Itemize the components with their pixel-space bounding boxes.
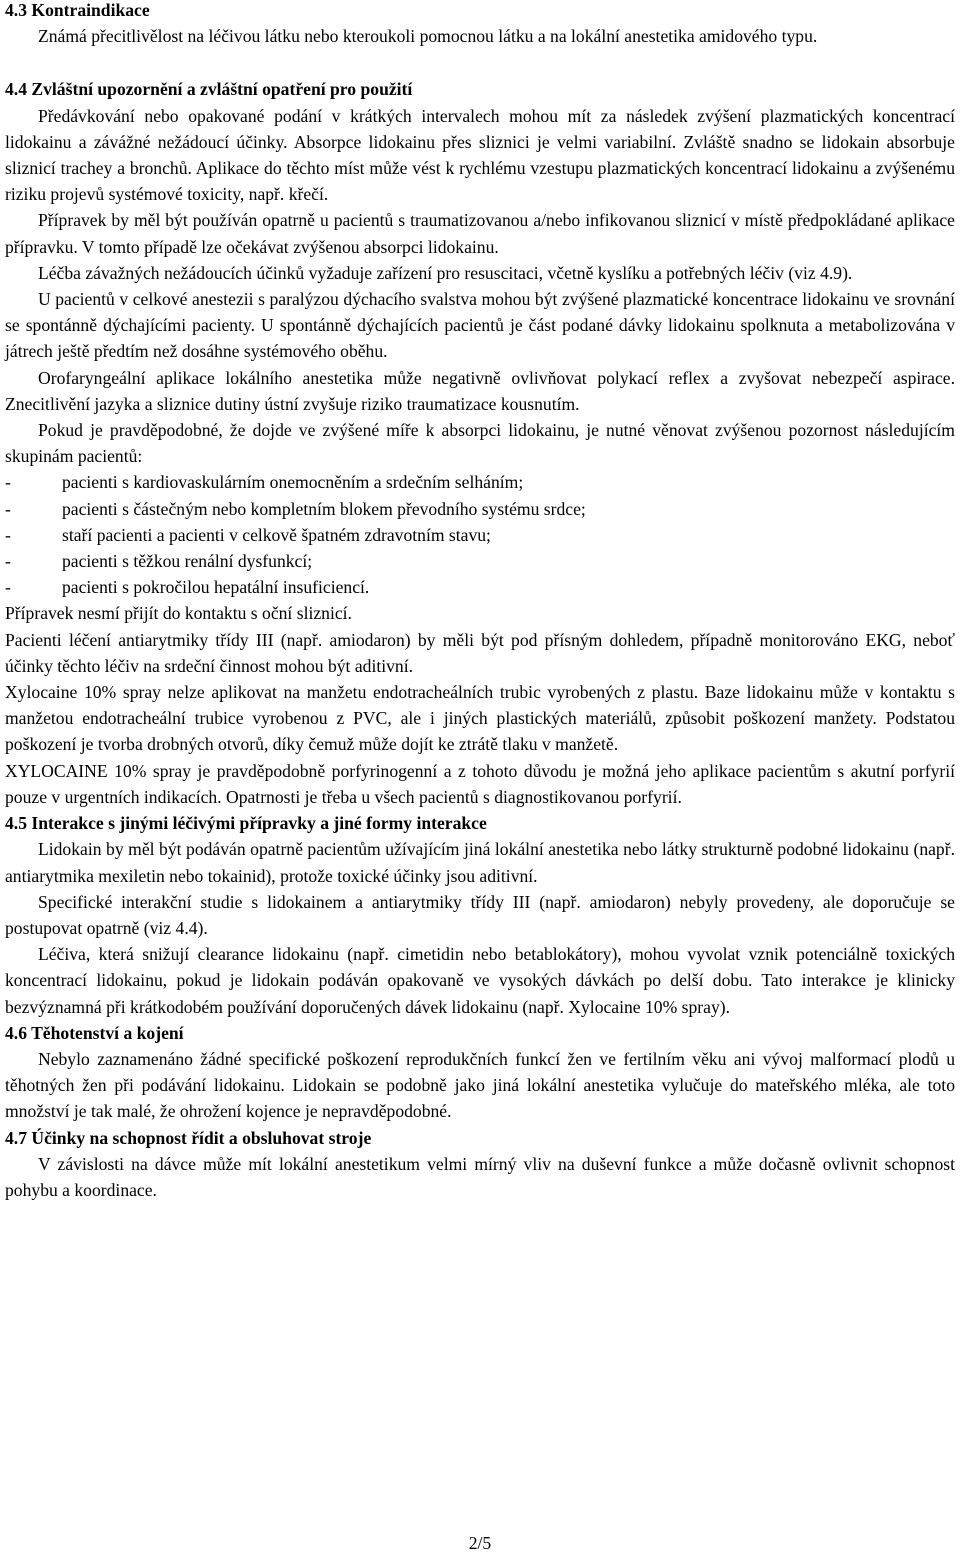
paragraph: Známá přecitlivělost na léčivou látku nebo kteroukoli pomocnou látku a na lokální anestetika amidového typu. <box>38 26 818 47</box>
list-item: - pacienti s pokročilou hepatální insuficiencí. <box>5 577 370 598</box>
section-heading-4-5: 4.5 Interakce s jinými léčivými přípravky a jiné formy interakce <box>5 813 487 834</box>
section-heading-4-4: 4.4 Zvláštní upozornění a zvláštní opatření pro použití <box>5 79 413 100</box>
paragraph: U pacientů v celkové anestezii s paralýzou dýchacího svalstva mohou být zvýšené plazmatické koncentrace lidokainu ve srovnání se spontánně dýchajícími pacienty. U spontánně dýchajících pacientů je část podané dávky lidokainu spolknuta a metabolizována v játrech ještě předtím než dosáhne systémového oběhu. <box>5 289 955 362</box>
paragraph: Nebylo zaznamenáno žádné specifické poškození reprodukčních funkcí žen ve fertilním věku ani vývoj malformací plodů u těhotných žen při podávání lidokainu. Lidokain se podobně jako jiná lokální anestetika vylučuje do mateřského mléka, ale toto množství je tak malé, že ohrožení kojence je nepravděpodobné. <box>5 1048 955 1122</box>
paragraph: Léčiva, která snižují clearance lidokainu (např. cimetidin nebo betablokátory), mohou vyvolat vznik potenciálně toxických koncentrací lidokainu, pokud je lidokain podáván opakovaně ve vysokých dávkách po delší dobu. Tato interakce je klinicky bezvýznamná při krátkodobém používání doporučených dávek lidokainu (např. Xylocaine 10% spray). <box>5 944 955 1017</box>
paragraph: Pokud je pravděpodobné, že dojde ve zvýšené míře k absorpci lidokainu, je nutné věnovat zvýšenou pozornost následujícím skupinám pacientů: <box>5 420 955 467</box>
paragraph: XYLOCAINE 10% spray je pravděpodobně porfyrinogenní a z tohoto důvodu je možná jeho aplikace pacientům s akutní porfyrií pouze v urgentních indikacích. Opatrnosti je třeba u všech pacientů s diagnostikovanou porfyrií. <box>5 760 955 807</box>
list-item: - pacienti s kardiovaskulárním onemocněním a srdečním selháním; <box>5 472 524 493</box>
section-heading-4-7: 4.7 Účinky na schopnost řídit a obsluhovat stroje <box>5 1127 372 1148</box>
paragraph: Xylocaine 10% spray nelze aplikovat na manžetu endotracheálních trubic vyrobených z plastu. Baze lidokainu může v kontaktu s manžetou endotracheální trubice vyrobenou z PVC, ale i jiných plastických materiálů, způsobit poškození manžety. Podstatou poškození je tvorba drobných otvorů, díky čemuž může dojít ke ztrátě tlaku v manžetě. <box>5 682 955 755</box>
paragraph: Lidokain by měl být podáván opatrně pacientům užívajícím jiná lokální anestetika nebo látky strukturně podobné lidokainu (např. antiarytmika mexiletin nebo tokainid), protože toxické účinky jsou aditivní. <box>5 839 955 886</box>
list-item: - staří pacienti a pacienti v celkově špatném zdravotním stavu; <box>5 524 491 545</box>
paragraph: Přípravek nesmí přijít do kontaktu s oční sliznicí. <box>5 603 352 624</box>
paragraph: Orofaryngeální aplikace lokálního anestetika může negativně ovlivňovat polykací reflex a zvyšovat nebezpečí aspirace. Znecitlivění jazyka a sliznice dutiny ústní zvyšuje riziko traumatizace kousnutím. <box>5 367 955 414</box>
spacer <box>5 49 955 76</box>
paragraph: V závislosti na dávce může mít lokální anestetikum velmi mírný vliv na duševní funkce a může dočasně ovlivnit schopnost pohybu a koordinace. <box>5 1153 955 1200</box>
list-item: - pacienti s částečným nebo kompletním blokem převodního systému srdce; <box>5 498 586 519</box>
paragraph: Specifické interakční studie s lidokainem a antiarytmiky třídy III (např. amiodaron) nebyly provedeny, ale doporučuje se postupovat opatrně (viz 4.4). <box>5 891 955 938</box>
paragraph: Léčba závažných nežádoucích účinků vyžaduje zařízení pro resuscitaci, včetně kyslíku a potřebných léčiv (viz 4.9). <box>38 262 853 283</box>
list-item: - pacienti s těžkou renální dysfunkcí; <box>5 551 313 572</box>
page-number: 2/5 <box>468 1533 492 1553</box>
paragraph: Přípravek by měl být používán opatrně u pacientů s traumatizovanou a/nebo infikovanou sliznicí v místě předpokládané aplikace přípravku. V tomto případě lze očekávat zvýšenou absorpci lidokainu. <box>5 210 955 257</box>
section-heading-4-6: 4.6 Těhotenství a kojení <box>5 1022 184 1043</box>
document-page <box>5 0 955 1203</box>
paragraph: Pacienti léčení antiarytmiky třídy III (např. amiodaron) by měli být pod přísným dohledem, případně monitorováno EKG, neboť účinky těchto léčiv na srdeční činnost mohou být aditivní. <box>5 629 955 676</box>
section-heading-4-3: 4.3 Kontraindikace <box>5 0 150 20</box>
paragraph: Předávkování nebo opakované podání v krátkých intervalech mohou mít za následek zvýšení plazmatických koncentrací lidokainu a závážné nežádoucí účinky. Absorpce lidokainu přes sliznici je velmi variabilní. Zvláště snadno se lidokain absorbuje sliznicí trachey a bronchů. Aplikace do těchto míst může vést k rychlému vzestupu plazmatických koncentrací lidokainu a zvýšenému riziku projevů systémové toxicity, např. křečí. <box>5 105 955 205</box>
